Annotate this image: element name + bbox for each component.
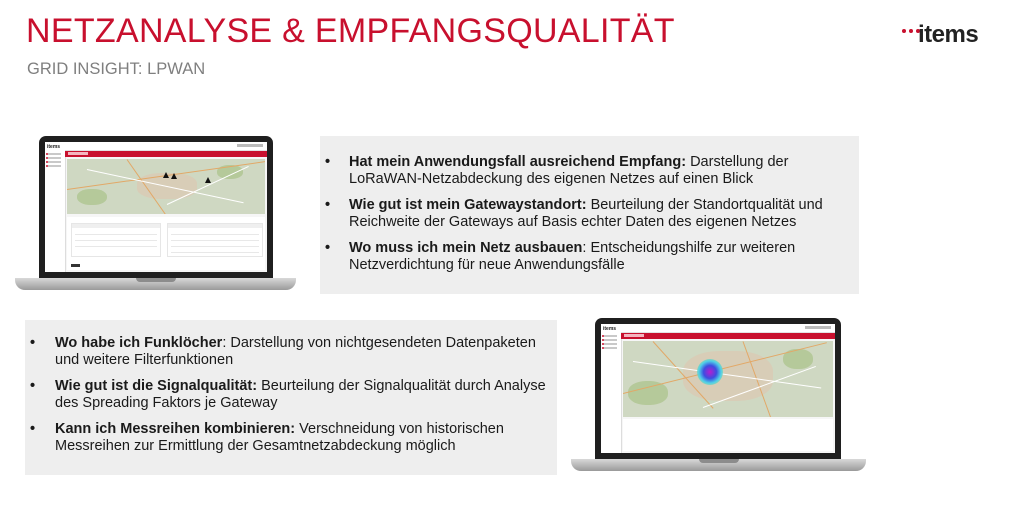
gateway-marker-icon[interactable] bbox=[171, 173, 177, 179]
sidebar-item bbox=[604, 343, 617, 345]
sidebar-item bbox=[604, 347, 617, 349]
bullet-list bbox=[25, 335, 557, 464]
app-sidebar bbox=[45, 142, 66, 272]
map-footer bbox=[623, 419, 833, 451]
benefits-panel-signal bbox=[25, 320, 557, 475]
laptop-base bbox=[571, 459, 866, 471]
app-screenshot-signal bbox=[601, 324, 835, 453]
app-brand: items bbox=[47, 144, 61, 150]
signal-heatmap-icon bbox=[697, 359, 723, 385]
benefits-panel-coverage bbox=[320, 136, 859, 294]
bullet-item: • Kann ich Messreihen kombinieren: Verschneidung von historischen Messreihen zur Ermittlung der Gesamtnetzabdeckung möglich bbox=[30, 421, 504, 454]
laptop-bezel bbox=[595, 318, 841, 459]
map-forest-area bbox=[628, 381, 668, 405]
user-menu bbox=[805, 326, 831, 329]
measurement-table bbox=[167, 223, 263, 257]
sidebar-item bbox=[48, 165, 61, 167]
app-topbar bbox=[621, 324, 835, 333]
laptop-mockup-signal bbox=[571, 318, 866, 474]
export-button[interactable] bbox=[71, 264, 80, 267]
bullet-list bbox=[320, 154, 859, 283]
signal-map bbox=[623, 341, 833, 417]
gateway-marker-icon[interactable] bbox=[205, 177, 211, 183]
coverage-map bbox=[67, 159, 265, 214]
laptop-mockup-coverage bbox=[15, 136, 296, 292]
bullet-item: • Wo muss ich mein Netz ausbauen: Entscheidungshilfe zur weiteren Netzverdichtung für neue Anwendungsfälle bbox=[325, 240, 796, 273]
app-brand: items bbox=[603, 326, 617, 332]
laptop-bezel bbox=[39, 136, 273, 278]
bullet-item: • Wo habe ich Funklöcher: Darstellung von nichtgesendeten Datenpaketen und weitere Filterfunktionen bbox=[30, 335, 536, 368]
map-forest-area bbox=[77, 189, 107, 205]
sidebar-item bbox=[48, 157, 61, 159]
sidebar-item bbox=[48, 153, 61, 155]
sidebar-item bbox=[48, 161, 61, 163]
gateway-tables bbox=[67, 217, 265, 270]
sidebar-item bbox=[604, 335, 617, 337]
page-subtitle: GRID INSIGHT: LPWAN bbox=[27, 60, 206, 78]
sidebar-item bbox=[604, 339, 617, 341]
user-menu bbox=[237, 144, 263, 147]
app-topbar bbox=[65, 142, 267, 151]
logo-text: items bbox=[918, 21, 979, 48]
app-section-header bbox=[65, 151, 267, 157]
app-screenshot-coverage bbox=[45, 142, 267, 272]
bullet-item: • Wie gut ist die Signalqualität: Beurteilung der Signalqualität durch Analyse des Spreading Faktors je Gateway bbox=[30, 378, 546, 411]
page-title: NETZANALYSE & EMPFANGSQUALITÄT bbox=[26, 12, 675, 50]
app-section-header bbox=[621, 333, 835, 339]
gateway-marker-icon[interactable] bbox=[163, 172, 169, 178]
bullet-item: • Hat mein Anwendungsfall ausreichend Empfang: Darstellung der LoRaWAN-Netzabdeckung des eigenen Netzes auf einen Blick bbox=[325, 154, 789, 187]
app-sidebar bbox=[601, 324, 622, 453]
bullet-item: • Wie gut ist mein Gatewaystandort: Beurteilung der Standortqualität und Reichweite der Gateways auf Basis echter Daten des eigenen Netzes bbox=[325, 197, 823, 230]
laptop-base bbox=[15, 278, 296, 290]
gateway-table bbox=[71, 223, 161, 257]
items-logo bbox=[896, 14, 996, 50]
